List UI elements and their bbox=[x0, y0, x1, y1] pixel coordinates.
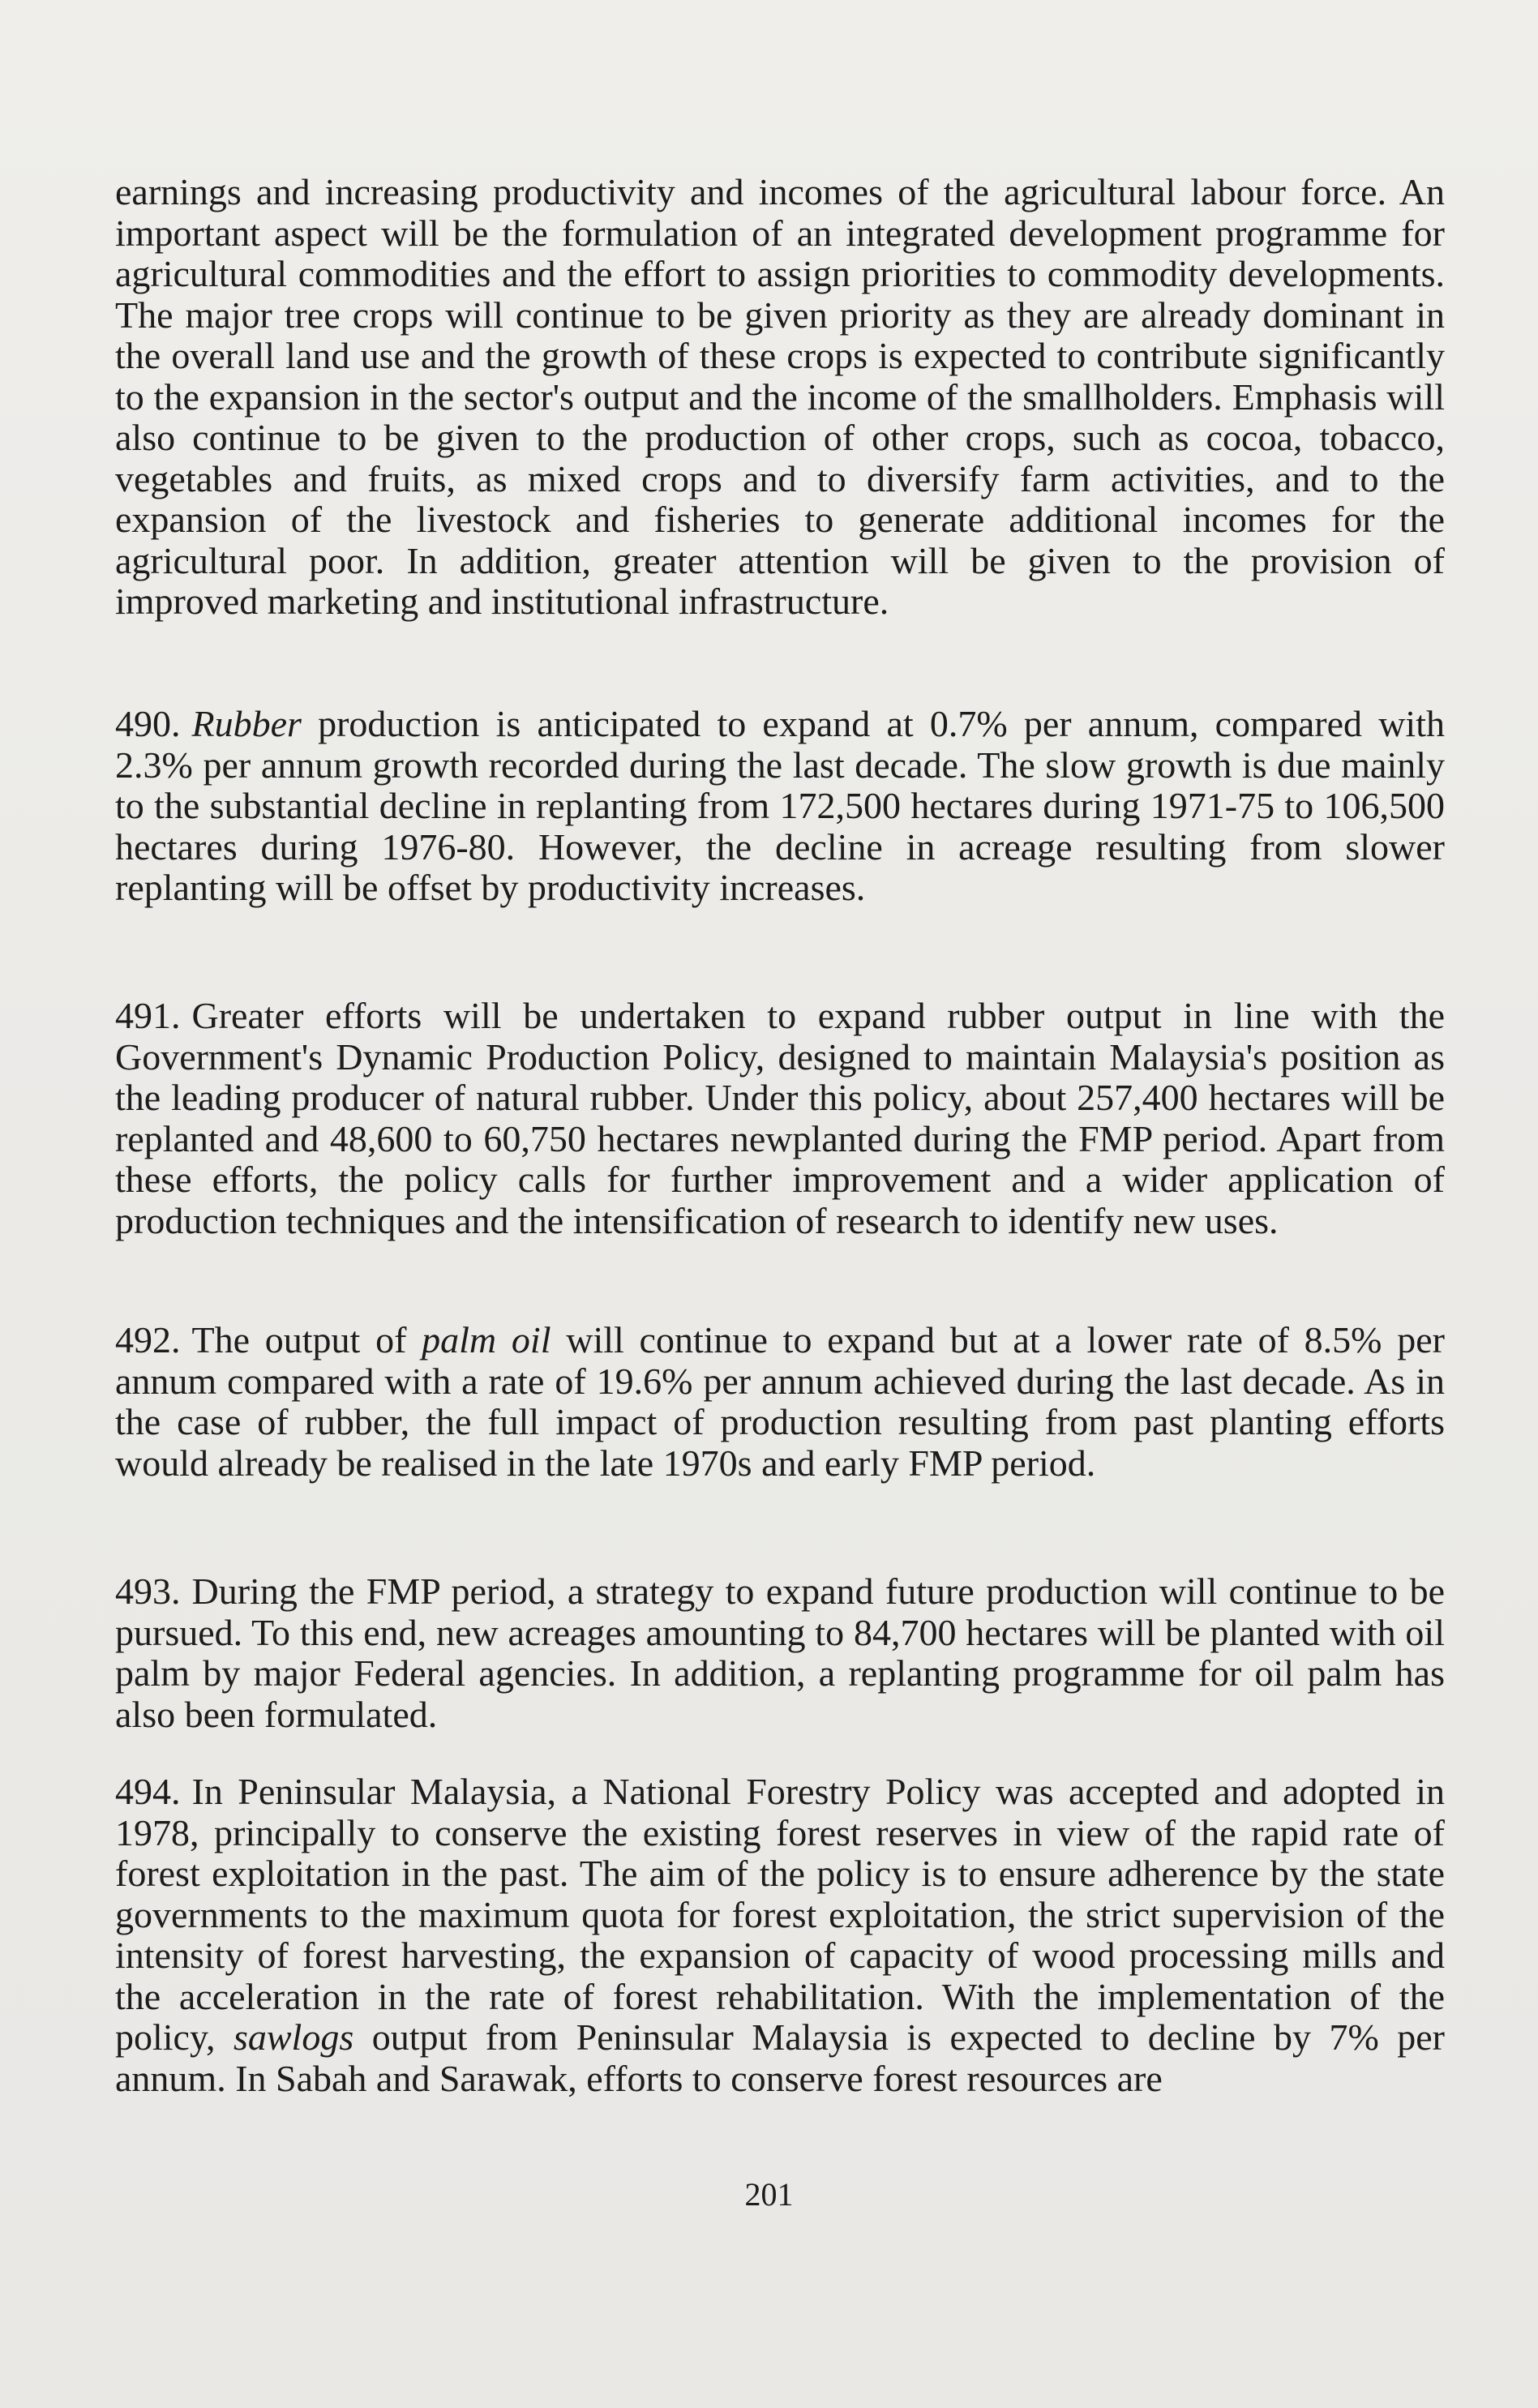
paragraph-text: earnings and increasing productivity and incomes of the agricultural labour force. An important aspect will be the formulation of an integrated development programme for agricultural commodities and the effort to assign priorities to commodity developments. The major tree crops will continue to be given priority as they are already dominant in the overall land use and the growth of these crops is expected to contribute significantly to the expansion in the sector's output and the income of the smallholders. Emphasis will also continue to be given to the production of other crops, such as cocoa, tobacco, vegetables and fruits, as mixed crops and to diversify farm activities, and to the expansion of the livestock and fisheries to generate additional incomes for the agricultural poor. In addition, greater attention will be given to the provision of improved marketing and institutional infrastructure. bbox=[115, 171, 1445, 622]
paragraph-490 bbox=[115, 704, 1445, 909]
paragraph-number: 491. bbox=[115, 995, 181, 1036]
paragraph-number: 493. bbox=[115, 1570, 181, 1612]
paragraph-494 bbox=[115, 1772, 1445, 2099]
italic-term: palm oil bbox=[422, 1319, 551, 1360]
paragraph-text: will continue to expand but at a lower rate of 8.5% per annum compared with a rate of 19.6% per annum achieved during the last decade. As in the case of rubber, the full impact of production resulting from past planting efforts would already be realised in the late 1970s and early FMP period. bbox=[115, 1319, 1445, 1484]
paragraph-492 bbox=[115, 1320, 1445, 1484]
paragraph-text-before: The output of bbox=[191, 1319, 422, 1360]
paragraph-491 bbox=[115, 996, 1445, 1241]
paragraph-number: 492. bbox=[115, 1319, 181, 1360]
paragraph-text-before: In Peninsular Malaysia, a National Forestry Policy was accepted and adopted in 1978, principally to conserve the existing forest reserves in view of the rapid rate of forest exploitation in the past. The aim of the policy is to ensure adherence by the state governments to the maximum quota for forest exploitation, the strict supervision of the intensity of forest harvesting, the expansion of capacity of wood processing mills and the acceleration in the rate of forest rehabilitation. With the implementation of the policy, bbox=[115, 1771, 1445, 2058]
paragraph-continued bbox=[115, 172, 1445, 623]
paragraph-text: output from Peninsular Malaysia is expected to decline by 7% per annum. In Sabah and Sarawak, efforts to conserve forest resources are bbox=[115, 2016, 1445, 2099]
italic-term: Rubber bbox=[191, 703, 302, 744]
italic-term: sawlogs bbox=[233, 2016, 354, 2058]
paragraph-number: 490. bbox=[115, 703, 181, 744]
paragraph-text: During the FMP period, a strategy to expand future production will continue to be pursued. To this end, new acreages amounting to 84,700 hectares will be planted with oil palm by major Federal agencies. In addition, a replanting programme for oil palm has also been formulated. bbox=[115, 1570, 1445, 1735]
page-number: 201 bbox=[744, 2176, 794, 2213]
paragraph-text: Greater efforts will be undertaken to expand rubber output in line with the Government's Dynamic Production Policy, designed to maintain Malaysia's position as the leading producer of natural rubber. Under this policy, about 257,400 hectares will be replanted and 48,600 to 60,750 hectares newplanted during the FMP period. Apart from these efforts, the policy calls for further improvement and a wider application of production techniques and the intensification of research to identify new uses. bbox=[115, 995, 1445, 1241]
paragraph-number: 494. bbox=[115, 1771, 181, 1812]
paragraph-text: production is anticipated to expand at 0.7% per annum, compared with 2.3% per annum growth recorded during the last decade. The slow growth is due mainly to the substantial decline in replanting from 172,500 hectares during 1971-75 to 106,500 hectares during 1976-80. However, the decline in acreage resulting from slower replanting will be offset by productivity increases. bbox=[115, 703, 1445, 908]
paragraph-493 bbox=[115, 1571, 1445, 1735]
